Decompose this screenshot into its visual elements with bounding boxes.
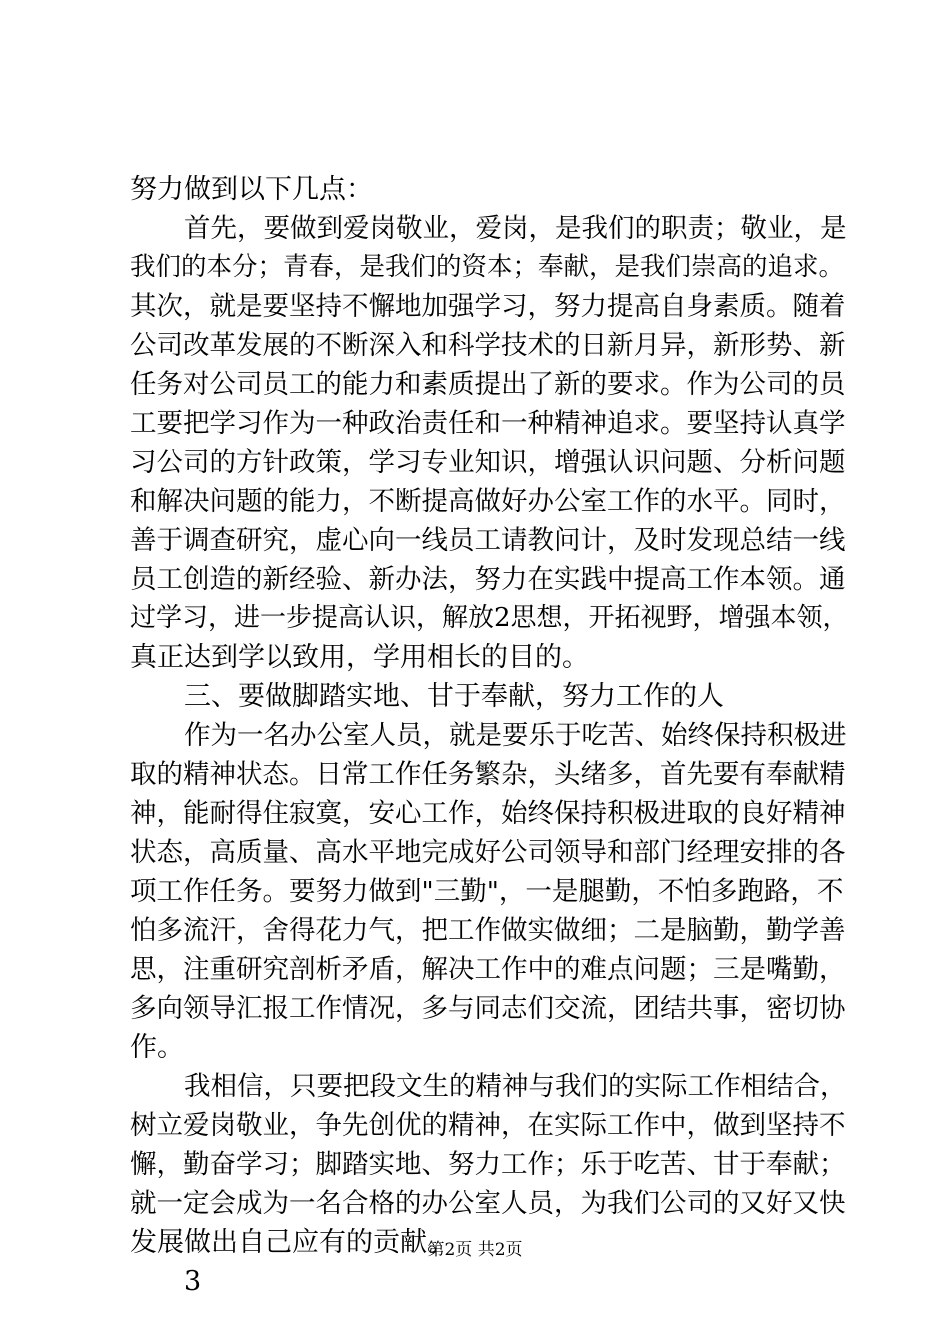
text-line: 努力做到以下几点： (130, 174, 373, 205)
text-line: 首先，要做到爱岗敬业，爱岗，是我们的职责；敬业，是 (184, 213, 847, 244)
text-line: 3 (184, 1266, 202, 1297)
text-line: 三、要做脚踏实地、甘于奉献，努力工作的人 (184, 681, 724, 712)
text-line: 真正达到学以致用，学用相长的目的。 (130, 642, 589, 673)
text-line: 作为一名办公室人员，就是要乐于吃苦、始终保持积极进 (184, 720, 847, 751)
text-line: 过学习，进一步提高认识，解放2思想，开拓视野，增强本领， (130, 603, 849, 633)
text-line: 公司改革发展的不断深入和科学技术的日新月异，新形势、新 (130, 330, 846, 361)
text-line: 懈，勤奋学习；脚踏实地、努力工作；乐于吃苦、甘于奉献； (130, 1149, 846, 1180)
text-line: 我相信，只要把段文生的精神与我们的实际工作相结合， (184, 1071, 847, 1102)
text-line: 就一定会成为一名合格的办公室人员，为我们公司的又好又快 (130, 1188, 846, 1219)
text-line: 其次，就是要坚持不懈地加强学习，努力提高自身素质。随着 (130, 291, 846, 322)
page-footer: 第2页 共2页 (427, 1240, 523, 1260)
text-line: 作。 (130, 1032, 184, 1063)
text-line: 取的精神状态。日常工作任务繁杂，头绪多，首先要有奉献精 (130, 759, 846, 790)
text-line: 思，注重研究剖析矛盾，解决工作中的难点问题；三是嘴勤， (130, 954, 846, 985)
text-line: 发展做出自己应有的贡献。 (130, 1227, 454, 1258)
text-line: 树立爱岗敬业，争先创优的精神，在实际工作中，做到坚持不 (130, 1110, 846, 1141)
text-line: 善于调查研究，虚心向一线员工请教问计，及时发现总结一线 (130, 525, 846, 556)
text-line: 神，能耐得住寂寞，安心工作，始终保持积极进取的良好精神 (130, 798, 846, 829)
text-line: 状态，高质量、高水平地完成好公司领导和部门经理安排的各 (130, 837, 846, 868)
text-line: 我们的本分；青春，是我们的资本；奉献，是我们崇高的追求。 (130, 252, 845, 282)
text-line: 多向领导汇报工作情况，多与同志们交流，团结共事，密切协 (130, 993, 846, 1024)
text-line: 怕多流汗，舍得花力气，把工作做实做细；二是脑勤，勤学善 (130, 915, 846, 946)
text-line: 任务对公司员工的能力和素质提出了新的要求。作为公司的员 (130, 369, 846, 400)
text-line: 习公司的方针政策，学习专业知识，增强认识问题、分析问题 (130, 447, 846, 478)
text-line: 工要把学习作为一种政治责任和一种精神追求。要坚持认真学 (130, 408, 846, 439)
text-line: 员工创造的新经验、新办法，努力在实践中提高工作本领。通 (130, 564, 846, 595)
document-body (130, 170, 850, 1301)
text-line: 和解决问题的能力，不断提高做好办公室工作的水平。同时， (130, 486, 846, 517)
text-line: 项工作任务。要努力做到"三勤"，一是腿勤，不怕多跑路，不 (130, 876, 844, 907)
